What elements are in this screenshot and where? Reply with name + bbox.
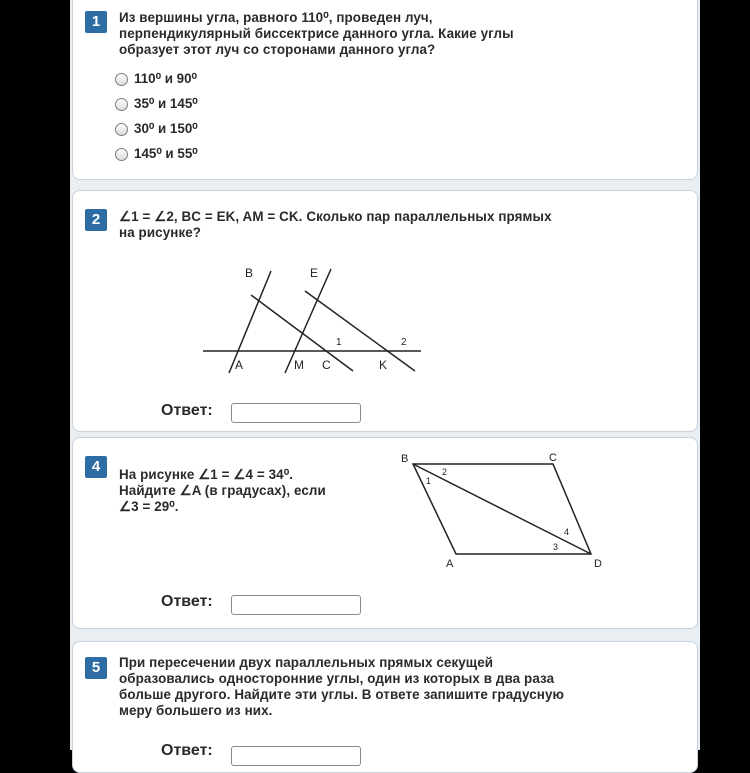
label-c: C xyxy=(549,452,557,464)
question-4-card xyxy=(72,437,698,629)
answer-input[interactable] xyxy=(231,595,361,615)
answer-option-4[interactable] xyxy=(115,145,198,163)
answer-option-2[interactable] xyxy=(115,95,198,113)
question-line: перпендикулярный биссектрисе данного угла. Какие углы xyxy=(119,26,514,41)
answer-input[interactable] xyxy=(231,403,361,423)
answer-input[interactable] xyxy=(231,746,361,766)
option-label: 30⁰ и 150⁰ xyxy=(134,121,198,136)
label-angle-1: 1 xyxy=(426,476,432,486)
question-number: 1 xyxy=(85,11,107,33)
question-line: ∠1 = ∠2, BC = EK, AM = CK. Сколько пар параллельных прямых xyxy=(119,209,552,224)
question-line: меру большего из них. xyxy=(119,703,273,718)
label-angle-1: 1 xyxy=(336,337,342,348)
label-a: A xyxy=(446,558,454,570)
question-line: Найдите ∠A (в градусах), если xyxy=(119,483,326,498)
question-1-card xyxy=(72,0,698,180)
question-text xyxy=(119,467,326,515)
question-number: 2 xyxy=(85,209,107,231)
label-angle-4: 4 xyxy=(564,527,570,537)
option-label: 35⁰ и 145⁰ xyxy=(134,96,198,111)
radio-button[interactable] xyxy=(115,73,128,86)
question-line: больше другого. Найдите эти углы. В ответе запишите градусную xyxy=(119,687,565,702)
question-number: 5 xyxy=(85,657,107,679)
question-text xyxy=(119,10,514,58)
question-5-card xyxy=(72,641,698,773)
label-b: B xyxy=(401,453,409,465)
label-a: A xyxy=(235,358,244,372)
question-line: Из вершины угла, равного 110⁰, проведен луч, xyxy=(119,10,433,25)
label-k: K xyxy=(379,358,388,372)
question-text xyxy=(119,655,564,719)
diagonal-bd xyxy=(413,464,591,554)
question-line: На рисунке ∠1 = ∠4 = 34⁰. xyxy=(119,467,294,482)
parallelogram-figure xyxy=(395,451,610,581)
label-e: E xyxy=(310,266,319,280)
label-d: D xyxy=(594,558,602,570)
label-angle-3: 3 xyxy=(553,542,559,552)
test-page xyxy=(70,0,700,759)
question-line: образует этот луч со сторонами данного угла? xyxy=(119,42,436,57)
question-text xyxy=(119,209,552,241)
answer-option-1[interactable] xyxy=(115,70,197,88)
question-line: образовались односторонние углы, один из которых в два раза xyxy=(119,671,555,686)
parallel-lines-figure xyxy=(193,263,453,388)
label-m: M xyxy=(294,358,304,372)
question-line: ∠3 = 29⁰. xyxy=(119,499,179,514)
answer-option-3[interactable] xyxy=(115,120,198,138)
radio-button[interactable] xyxy=(115,98,128,111)
option-label: 110⁰ и 90⁰ xyxy=(134,71,197,86)
question-2-card xyxy=(72,190,698,432)
label-angle-2: 2 xyxy=(442,467,448,477)
answer-label: Ответ: xyxy=(161,402,213,419)
label-b: B xyxy=(245,266,254,280)
label-c: C xyxy=(322,358,331,372)
option-label: 145⁰ и 55⁰ xyxy=(134,146,198,161)
question-line: При пересечении двух параллельных прямых секущей xyxy=(119,655,494,670)
radio-button[interactable] xyxy=(115,148,128,161)
radio-button[interactable] xyxy=(115,123,128,136)
question-number: 4 xyxy=(85,456,107,478)
question-line: на рисунке? xyxy=(119,225,202,240)
answer-label: Ответ: xyxy=(161,742,213,759)
label-angle-2: 2 xyxy=(401,337,407,348)
answer-label: Ответ: xyxy=(161,593,213,610)
